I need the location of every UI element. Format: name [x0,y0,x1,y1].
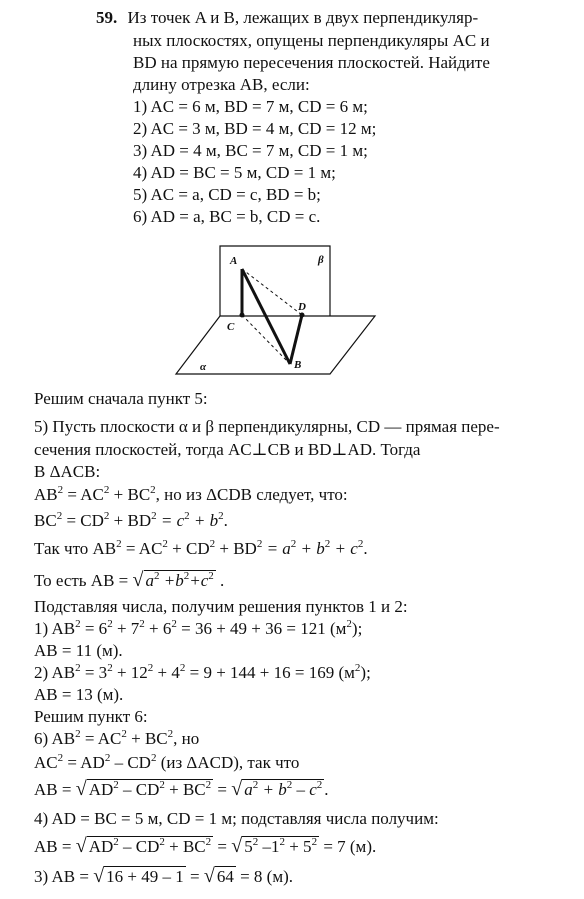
point-c [240,313,245,318]
segment-bd [290,315,302,364]
point-d [300,313,305,318]
item-2: 2) AC = 3 м, BD = 4 м, CD = 12 м; [133,119,377,138]
problem-line-4: длину отрезка AB, если: [133,75,310,94]
segment-cb [242,315,290,364]
sqrt-sign: √ $AD^2 - CD^2 + BC^2$ [75,778,212,800]
problem-text: Из точек A и B, лежащих в двух перпендикуляр- [127,8,479,27]
label-beta: β [318,254,324,266]
p5-line-2: сечения плоскостей, тогда AC⊥CB и BD⊥AD. Тогда [34,440,421,459]
sqrt-sign: √ $a^2 + b^2 - c^2$ [231,778,323,800]
label-alpha: α [200,361,207,373]
p6-line-2: $AC^2 = AD^2 - CD^2$ (из ΔACD), так что [34,752,300,772]
p4-line-2: AB = √ $AD^2 - CD^2 + BC^2$ = √ $5^2$ $-1^2 + 5^2 = 7$ (м). [34,835,377,857]
p6-line-3: AB = √ $AD^2 - CD^2 + BC^2$ = √ $a^2 + b^2 - c^2$ . [34,778,329,800]
p3-line: 3) AB = √ 16 + 49 – 1 = √ 64 = 8 (м). [34,865,294,887]
result-2-answer: AB = 13 (м). [34,685,124,704]
label-d: D [298,301,306,313]
sqrt-sign: √ $AD^2 - CD^2 + BC^2$ [75,835,212,857]
result-1: 1) $AB^2 = 6^2 + 7^2 + 6^2 = 36 + 49 + 36 = 121$ $(м^2)$; [34,618,363,638]
equation-2: $BC^2 = CD^2 + BD^2 = c^2 + b^2$. [34,510,228,530]
item-4: 4) AD = BC = 5 м, CD = 1 м; [133,163,336,182]
p6-line-1: 6) $AB^2 = AC^2 + BC^2$, но [34,728,200,748]
problem-number: 59. [96,8,118,27]
item-1: 1) AC = 6 м, BD = 7 м, CD = 6 м; [133,97,368,116]
result-2: 2) $AB^2 = 3^2 + 12^2 + 4^2 = 9 + 144 + 16 = 169$ $(м^2)$; [34,662,371,682]
p6-intro: Решим пункт 6: [34,707,148,726]
item-5: 5) AC = a, CD = c, BD = b; [133,185,321,204]
solution-intro: Решим сначала пункт 5: [34,389,208,408]
label-a: A [230,255,238,267]
item-6: 6) AD = a, BC = b, CD = c. [133,207,321,226]
problem-line-1 [96,8,478,28]
problem-line-2: ных плоскостях, опущены перпендикуляры AC и [133,31,490,50]
label-b: B [294,359,302,371]
segment-ad [242,269,302,315]
result-1-answer: AB = 11 (м). [34,641,123,660]
equation-3: Так что $AB^2 = AC^2 + CD^2 + BD^2 = a^2 + b^2 + c^2$. [34,538,368,558]
subst-line: Подставляя числа, получим решения пунктов 1 и 2: [34,597,408,616]
equation-4: То есть AB = √ $a^2 +b^2+c^2$ . [34,569,225,591]
sqrt-sign: √ $a^2 +b^2+c^2$ [132,569,214,591]
p4-line-1: 4) AD = BC = 5 м, CD = 1 м; подставляя числа получим: [34,809,439,828]
item-3: 3) AD = 4 м, BC = 7 м, CD = 1 м; [133,141,368,160]
problem-line-3: BD на прямую пересечения плоскостей. Найдите [133,53,490,72]
sqrt-sign: √ 64 [203,865,234,887]
sqrt-sign: √ $5^2$ $-1^2 + 5^2$ [231,835,318,857]
p5-line-1: 5) Пусть плоскости α и β перпендикулярны, CD — прямая пере- [34,417,500,436]
equation-1: $AB^2 = AC^2 + BC^2$, но из ΔCDB следует, что: [34,484,348,504]
sqrt-sign: √ 16 + 49 – 1 [93,865,184,887]
perpendicular-planes-figure [170,236,400,386]
label-c: C [227,321,235,333]
p5-line-3: В ΔACB: [34,462,101,481]
